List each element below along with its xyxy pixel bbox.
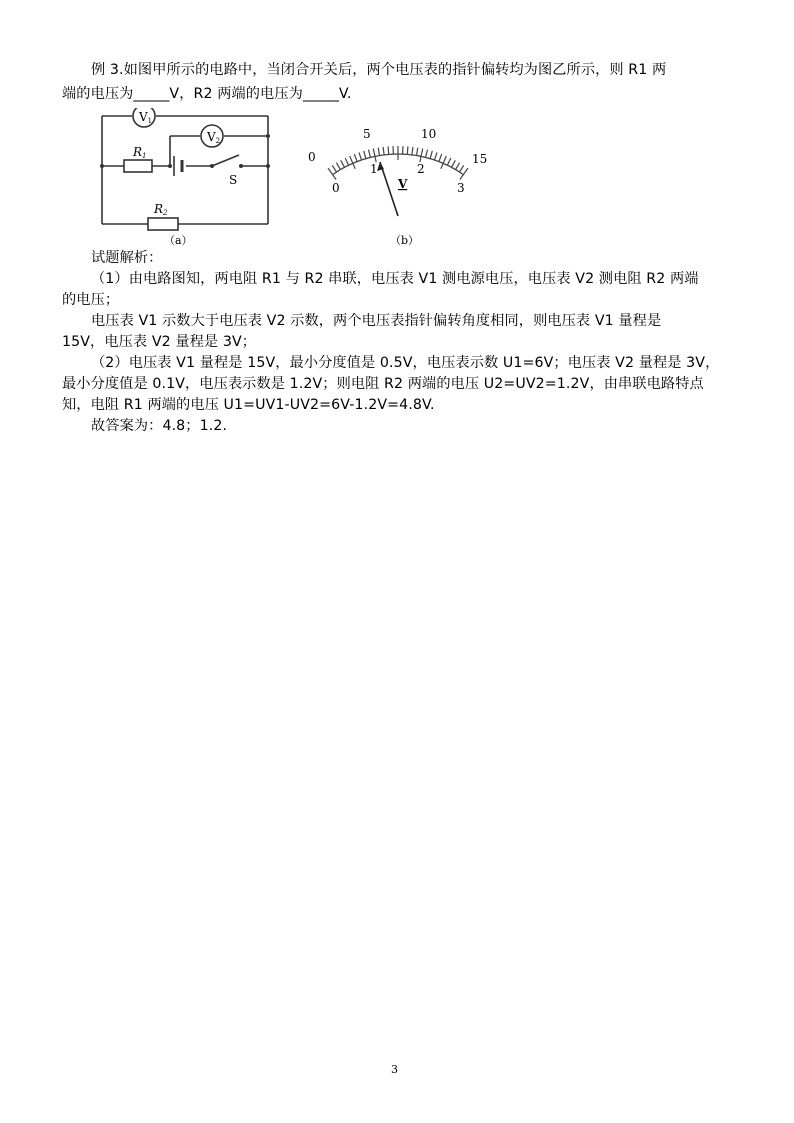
dial-tick [364,151,366,159]
analysis-answer: 故答案为：4.8；1.2. [91,418,228,434]
voltmeter-v1-label: V1 [139,110,153,125]
dial-tick [430,151,432,159]
dial-tick [354,154,357,162]
inner-tick-1: 1 [370,162,378,176]
analysis-p3-line-a: （2）电压表 V1 量程是 15V，最小分度值是 0.5V，电压表示数 U1=6V；电压表 V2 量程是 3V， [91,355,720,371]
question-line-2: 端的电压为_____V，R2 两端的电压为_____V. [62,86,352,102]
dial-tick [412,147,413,155]
dial-tick [426,150,428,158]
dial-tick [420,149,423,163]
figure-a-caption: （a） [164,234,193,247]
outer-tick-5: 5 [363,127,371,141]
analysis-p2-line-a: 电压表 V1 示数大于电压表 V2 示数，两个电压表指针偏转角度相同，则电压表 V1 量程是 [91,313,662,329]
outer-tick-10: 10 [421,127,437,141]
inner-tick-2: 2 [417,162,425,176]
dial-needle [380,162,398,216]
switch-label: S [229,173,238,187]
dial-tick [341,160,345,167]
analysis-p2-line-b: 15V，电压表 V2 量程是 3V； [62,334,257,350]
outer-tick-0: 0 [308,150,316,164]
circuit-diagram-a [96,108,274,248]
voltmeter-dial-b [300,118,500,250]
dial-tick [383,147,384,155]
resistor-r1 [124,160,152,172]
dial-tick [388,146,389,154]
figure-b-caption: （b） [390,234,420,247]
dial-tick [373,149,376,163]
dial-tick [345,158,348,165]
question-line-1: 例 3.如图甲所示的电路中，当闭合开关后，两个电压表的指针偏转均为图乙所示，则 R1 两 [91,62,667,78]
analysis-p3-line-b: 最小分度值是 0.1V，电压表示数是 1.2V；则电阻 R2 两端的电压 U2=UV2=1.2V，由串联电路特点 [62,376,704,392]
analysis-heading: 试题解析： [91,250,163,266]
dial-tick [460,165,464,172]
resistor-r2 [148,218,178,230]
dial-tick [417,148,418,156]
dial-tick [439,154,442,162]
dial-tick [407,146,408,154]
analysis-p3-line-c: 知，电阻 R1 两端的电压 U1=UV1-UV2=6V-1.2V=4.8V. [62,397,435,413]
resistor-r2-label: R2 [154,202,168,217]
dial-tick [435,152,438,160]
inner-tick-0: 0 [332,181,340,195]
dial-tick [452,160,456,167]
dial-tick [447,158,450,165]
outer-tick-15: 15 [472,152,488,166]
dial-tick [456,163,460,170]
voltmeter-v2-label: V2 [207,130,221,145]
dial-tick [332,165,336,172]
dial-tick [359,152,362,160]
analysis-p1-line-b: 的电压； [62,292,120,308]
page-number: 3 [391,1063,398,1076]
dial-scale [328,146,468,180]
dial-tick [369,150,371,158]
resistor-r1-label: R1 [133,145,147,160]
inner-tick-3: 3 [457,181,465,195]
dial-unit-label: V [398,177,408,191]
dial-tick [336,163,340,170]
analysis-p1-line-a: （1）由电路图知，两电阻 R1 与 R2 串联，电压表 V1 测电源电压，电压表 V2 测电阻 R2 两端 [91,271,699,287]
dial-tick [378,148,379,156]
